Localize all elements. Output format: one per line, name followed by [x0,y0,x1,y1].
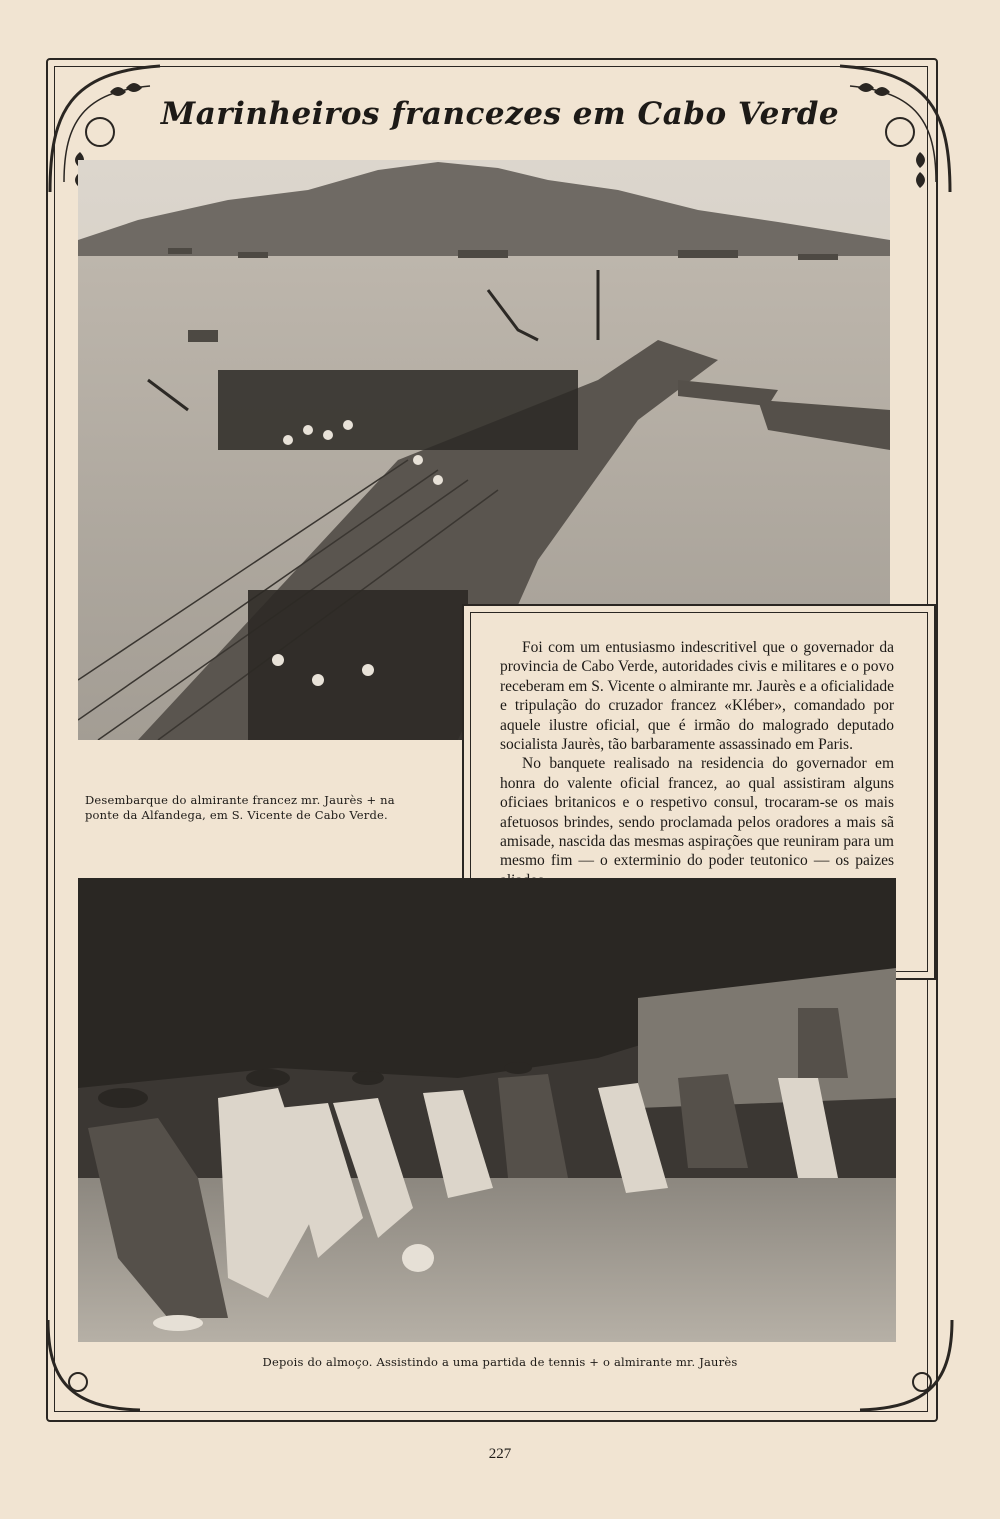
pier-photo-caption [85,793,455,823]
caption-line: ponte da Alfandega, em S. Vicente de Cabo Verde. [85,808,388,822]
caption-line: Desembarque do almirante francez mr. Jaurès + na [85,793,395,807]
garden-party-photo [78,878,896,1342]
article-paragraph: Foi com um entusiasmo indescritivel que o governador da provincia de Cabo Verde, autoridades civis e militares e o povo receberam em S. Vicente o almirante mr. Jaurès e a oficialidade e tripulação do cruzador francez «Kléber», comandado por aquele ilustre oficial, que é irmão do malogrado deputado socialista Jaurès, tão barbaramente assassinado em Paris. [500,639,894,754]
page-number: 227 [488,1446,512,1462]
article-text [500,638,894,890]
article-paragraph: No banquete realisado na residencia do governador em honra do valente oficial francez, ao qual assistiram alguns oficiaes britanicos e o respetivo consul, trocaram-se os mais afetuosos brindes, sendo proclamada pelos oradores a mais sã amisade, nascida das mesmas aspirações que reuniram para um mesmo fim — o exterminio do poder teutonico — os paizes [500,755,894,870]
page-title: Marinheiros francezes em Cabo Verde [160,96,840,132]
garden-party-photo-caption: Depois do almoço. Assistindo a uma partida de tennis + o almirante mr. Jaurès [262,1355,738,1369]
